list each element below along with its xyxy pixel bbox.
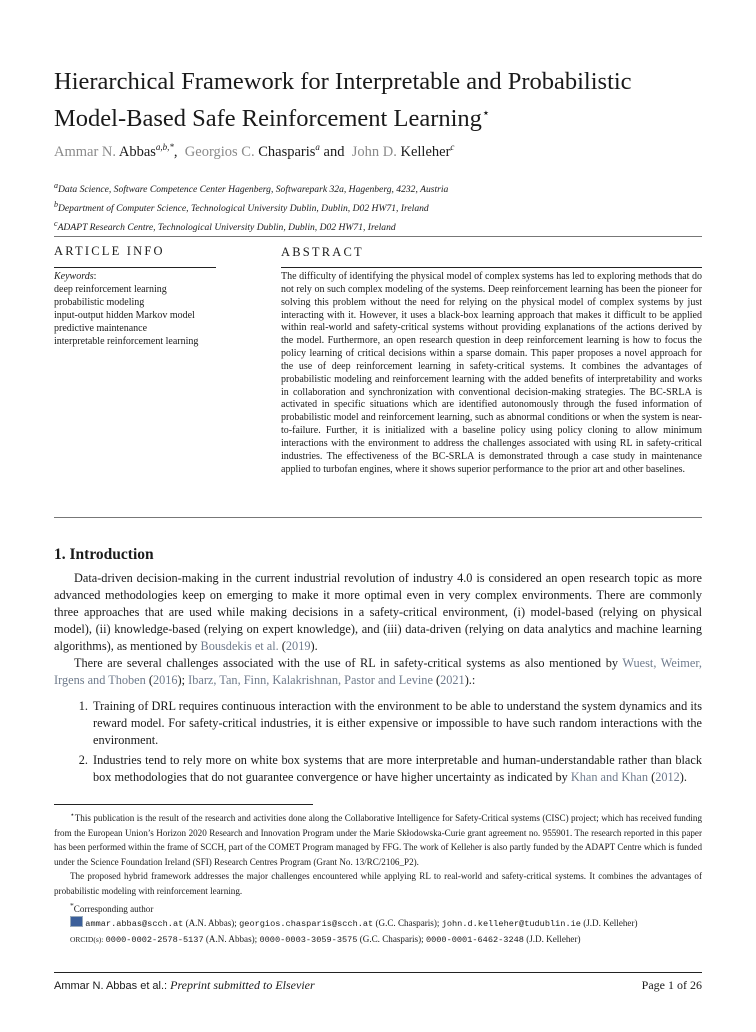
citation-year-link[interactable]: 2019 xyxy=(285,639,311,653)
affil-sup: a xyxy=(54,181,58,190)
paragraph-text: Data-driven decision-making in the current industrial revolution of industry 4.0 is considered an open research topic as more advanced methodologies keep on emerging to make it more optimal even in very complex environments. There are commonly three approaches that are used while making decisions in a safety-critical environment, (i) model-based (relying on physical model), (ii) knowledge-based (relying on expert knowledge), and (iii) data-driven (relying on data analytics and machine learning algorithms), as mentioned by xyxy=(54,571,702,653)
author-first-name: Ammar N. xyxy=(54,143,117,160)
footnote: ⋆This publication is the result of the research and activities done along the Collaborative Intelligence for Safety-Critical systems (CISC) project; which has received funding from the European Union’s Horizon 2020 Research and Innovation Program under the Marie Skłodowska-Curie grant agreement no. 955901. The research reported in this paper has been performed within the frame of SCCH, part of the COMET Program managed by FFG. The work of Kelleher is also partly funded by the ADAPT Centre which is funded under the Science Foundation Ireland (SFI) Research Centres Program (Grant No. 13/RC/2106_P2). xyxy=(54,810,702,867)
affil-text: ADAPT Research Centre, Technological University Dublin, Dublin, D02 HW71, Ireland xyxy=(57,222,396,234)
citation-link[interactable]: Ibarz, Tan, Finn, Kalakrishnan, Pastor and Levine xyxy=(188,673,433,687)
email-owner: (G.C. Chasparis); xyxy=(375,918,440,929)
author-list xyxy=(54,142,454,161)
separator: , xyxy=(173,143,178,160)
divider xyxy=(54,267,216,268)
citation-link[interactable]: Wuest, Weimer, Irgens and Thoben xyxy=(54,656,702,687)
list-item: 2. Industries tend to rely more on white box systems that are more interpretable and human-understandable rather than black box methodologies that do not guarantee convergence or have higher uncertainty as indicated by Khan and Khan (2012). xyxy=(54,752,702,786)
citation-link[interactable]: Bousdekis et al. xyxy=(200,639,279,653)
footer-authors: Ammar N. Abbas et al.: xyxy=(54,980,168,992)
keywords: Keywords: deep reinforcement learning probabilistic modeling input-output hidden Markov model predictive maintenance interpretable reinforcement learning xyxy=(54,271,219,348)
affiliation xyxy=(54,178,448,197)
paragraph-text: There are several challenges associated with the use of RL in safety-critical systems as also mentioned by xyxy=(74,656,623,670)
abstract-heading: ABSTRACT xyxy=(281,245,364,259)
footnote-orcids xyxy=(54,932,702,948)
page-number: Page 1 of 26 xyxy=(641,978,702,992)
orcid-link[interactable]: 0000-0002-2578-5137 xyxy=(105,934,204,945)
author-last-name: Kelleher xyxy=(400,143,451,160)
affil-text: Department of Computer Science, Technological University Dublin, Dublin, D02 HW71, Ireland xyxy=(58,203,429,215)
divider xyxy=(54,236,702,237)
separator: and xyxy=(323,143,345,160)
affiliation xyxy=(54,197,448,216)
paragraph: There are several challenges associated with the use of RL in safety-critical systems as also mentioned by Wuest, Weimer, Irgens and Thoben (2016); Ibarz, Tan, Finn, Kalakrishnan, Pastor and Levine (2021).: xyxy=(54,656,702,687)
paper-title xyxy=(54,66,704,134)
title-footnote-mark[interactable]: ⋆ xyxy=(481,105,491,120)
orcid-link[interactable]: 0000-0003-3059-3575 xyxy=(259,934,358,945)
footnote-rule xyxy=(54,804,313,805)
list-item xyxy=(54,698,702,749)
orcid-owner: (A.N. Abbas); xyxy=(205,933,258,944)
keyword: interpretable reinforcement learning xyxy=(54,335,199,347)
email-link[interactable]: john.d.kelleher@tudublin.ie xyxy=(441,919,581,930)
list-number: 1. xyxy=(78,699,88,713)
keyword: input-output hidden Markov model xyxy=(54,309,195,321)
keyword: deep reinforcement learning xyxy=(54,283,167,295)
email-icon xyxy=(70,916,83,927)
list-text: Industries tend to rely more on white box systems that are more interpretable and human-understandable rather than black box methodologies that do not guarantee convergence or have higher uncertainty as indicated by xyxy=(93,753,702,784)
footnote-text: Corresponding author xyxy=(73,903,154,914)
author-affil-sup[interactable]: a,b,* xyxy=(155,142,174,152)
section-heading: 1. Introduction xyxy=(54,546,154,563)
citation-year-link[interactable]: 2021 xyxy=(440,673,465,687)
affil-text: Data Science, Software Competence Center Hagenberg, Softwarepark 32a, Hagenberg, 4232, Austria xyxy=(58,184,449,196)
title-line-2: Model-Based Safe Reinforcement Learning xyxy=(54,105,482,133)
footnote xyxy=(54,869,702,898)
paragraph: Data-driven decision-making in the current industrial revolution of industry 4.0 is considered an open research topic as more advanced methodologies keep on emerging to make it more optimal even in very complex environments. There are commonly three approaches that are used while making decisions in a safety-critical environment, (i) model-based (relying on physical model), (ii) knowledge-based (relying on expert knowledge), and (iii) data-driven (relying on data analytics and machine learning algorithms), as mentioned by Bousdekis et al. (2019). xyxy=(54,571,702,653)
footnote: *Corresponding author xyxy=(70,900,154,914)
affiliation xyxy=(54,216,448,235)
author-first-name: Georgios C. xyxy=(184,143,255,160)
orcid-owner: (J.D. Kelleher) xyxy=(526,933,581,944)
list-text: Training of DRL requires continuous interaction with the environment to be able to understand the system dynamics and its reward model. For safety-critical industries, it is either expensive or impossible to have such random interactions with the environment. xyxy=(93,699,702,747)
email-owner: (A.N. Abbas); xyxy=(185,918,237,929)
footnote-text: The proposed hybrid framework addresses the major challenges encountered while applying RL to real-world and safety-critical systems. It combines the advantages of probabilistic modeling with reinforcement learning. xyxy=(54,871,702,896)
footnotes xyxy=(54,808,702,947)
footer-venue: Preprint submitted to Elsevier xyxy=(170,978,315,992)
author-first-name: John D. xyxy=(351,143,397,160)
divider xyxy=(281,267,702,268)
divider xyxy=(54,517,702,518)
citation-link[interactable]: Khan and Khan xyxy=(570,770,649,784)
orcid-link[interactable]: 0000-0001-6462-3248 xyxy=(425,934,524,945)
citation-year-link[interactable]: 2016 xyxy=(152,673,178,687)
article-info-heading: ARTICLE INFO xyxy=(54,244,165,258)
author-affil-sup[interactable]: c xyxy=(450,142,455,152)
list-number: 2. xyxy=(78,753,88,767)
affil-sup: b xyxy=(54,200,58,210)
intro-body xyxy=(54,570,702,786)
affil-sup: c xyxy=(54,219,58,229)
footer-rule xyxy=(54,972,702,973)
author-last-name: Abbas xyxy=(118,143,156,160)
keywords-label: Keywords xyxy=(54,271,94,282)
keyword: probabilistic modeling xyxy=(54,296,145,308)
email-link[interactable]: georgios.chasparis@scch.at xyxy=(239,919,374,930)
citation-year-link[interactable]: 2012 xyxy=(655,770,680,784)
title-line-1: Hierarchical Framework for Interpretable and Probabilistic xyxy=(54,68,632,95)
email-owner: (J.D. Kelleher) xyxy=(583,918,638,929)
orcid-owner: (G.C. Chasparis); xyxy=(359,933,424,944)
affiliations xyxy=(54,178,448,236)
keyword: predictive maintenance xyxy=(54,322,148,334)
abstract-text: The difficulty of identifying the physical model of complex systems has led to exploring methods that do not rely on such complex modeling of the systems. Deep reinforcement learning has been the pioneer for solving this problem without the need for relying on the physical model of complex systems by just interacting with it. However, it uses a black-box learning approach that makes it difficult to be applied within real-world and safety-critical systems without providing explanations of the actions derived by the model. Furthermore, an open research question in deep reinforcement learning is how to focus the policy learning of critical decisions within a sparse domain. This paper proposes a novel approach for the use of deep reinforcement learning in safety-critical systems. It combines the advantages of probabilistic modeling and reinforcement learning with the added benefits of interpretability and works in collaboration and synchronization with conventional decision-making strategies. The BC-SRLA is activated in specific situations which are identified autonomously through the fused information of probabilistic model and reinforcement learning, such as abnormal conditions or when the system is near-to-failure. Further, it is initialized with a baseline policy using policy cloning to allow minimum interactions with the environment to address the challenges associated with using RL in safety-critical industries. The effectiveness of the BC-SRLA is demonstrated through a case study in maintenance applied to turbofan engines, where it shows superior performance to the prior art and other baselines. xyxy=(281,271,702,475)
footnote-emails xyxy=(54,916,702,932)
email-link[interactable]: ammar.abbas@scch.at xyxy=(85,919,184,930)
author-last-name: Chasparis xyxy=(258,143,316,160)
footnote-text: This publication is the result of the research and activities done along the Collaborative Intelligence for Safety-Critical systems (CISC) project; which has received funding from the European Union’s Horizon 2020 Research and Innovation Program under the Marie Skłodowska-Curie grant agreement no. 955901. The research reported in this paper has been performed within the frame of SCCH, part of the COMET Program managed by FFG. The work of Kelleher is also partly funded by the ADAPT Centre which is funded under the Science Foundation Ireland (SFI) Research Centres Program (Grant No. 13/RC/2106_P2). xyxy=(54,813,702,867)
author-affil-sup[interactable]: a xyxy=(315,142,320,152)
orcid-label: ORCID(s): xyxy=(70,934,104,944)
page-footer xyxy=(54,978,702,993)
